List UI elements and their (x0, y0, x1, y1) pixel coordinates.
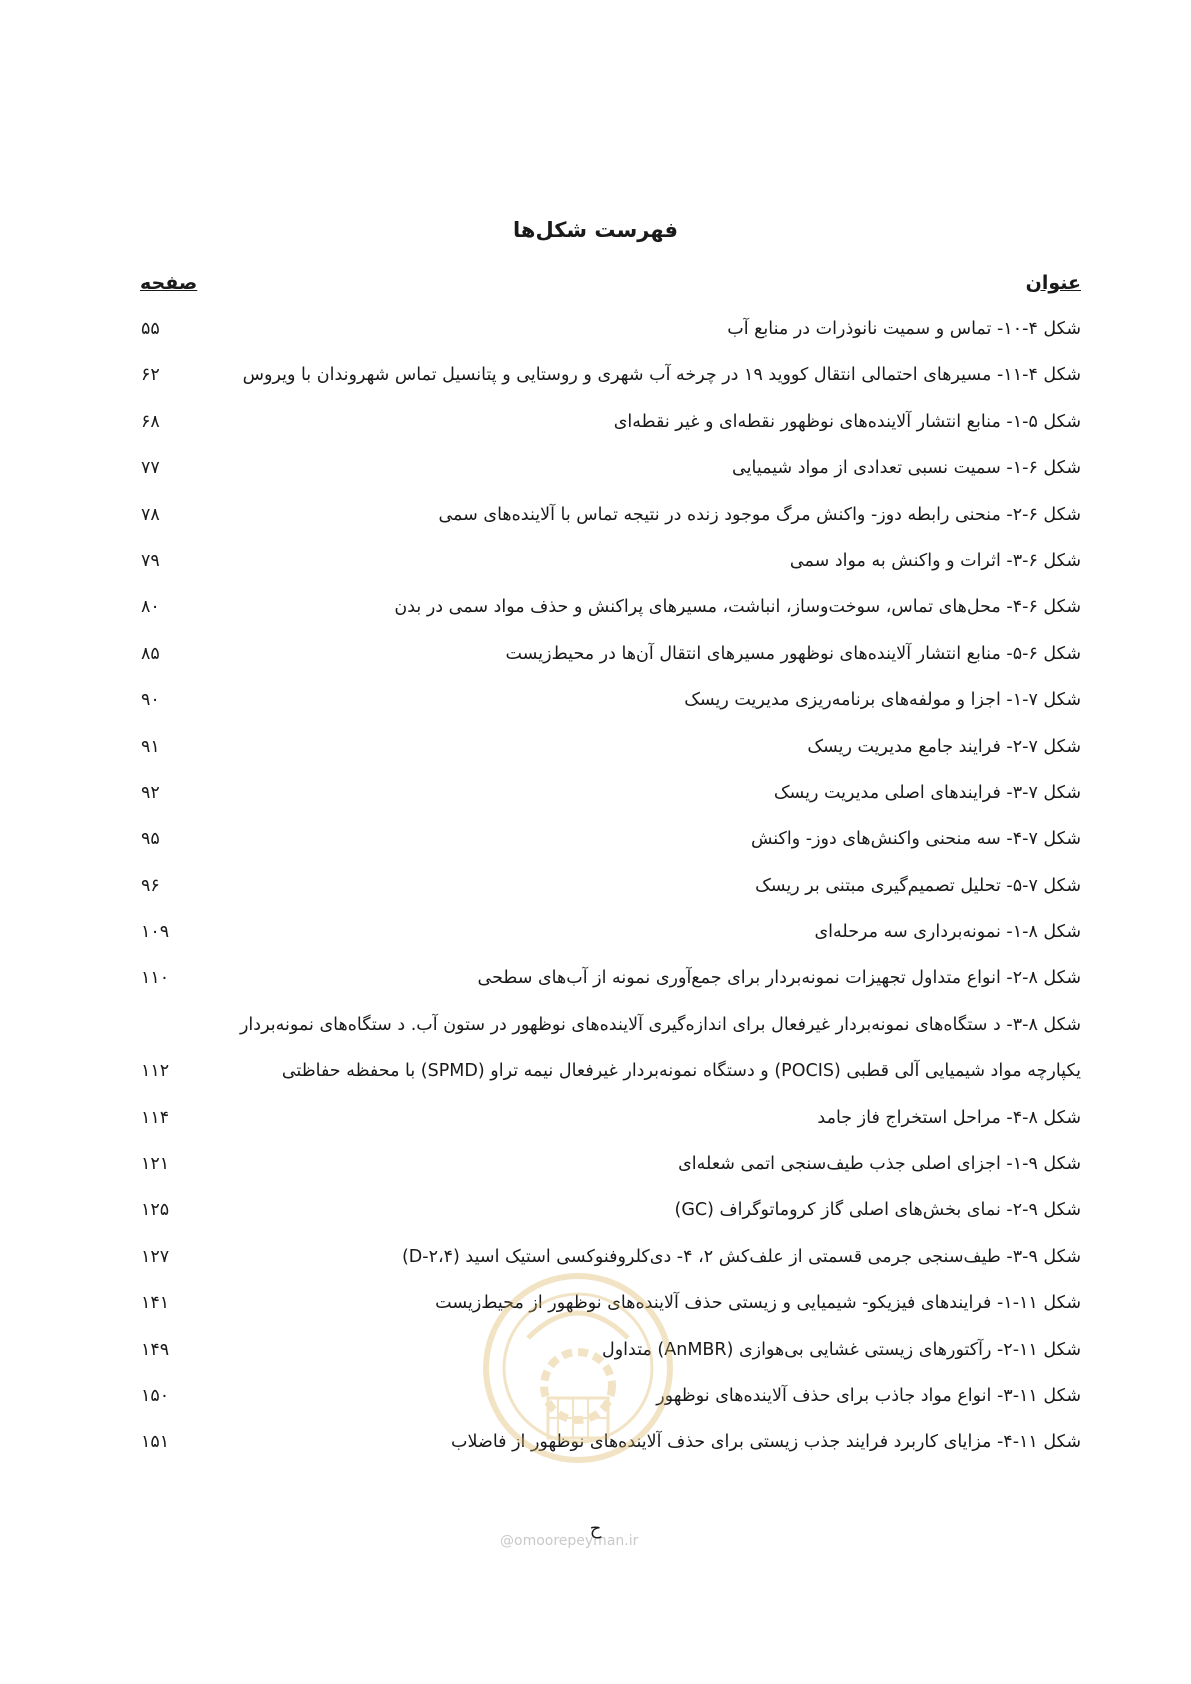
page-number: ۷۷ (141, 458, 160, 479)
page-number: ۹۵ (141, 829, 160, 850)
page-number: ۸۵ (141, 643, 160, 664)
page-number: ۱۱۴ (141, 1107, 170, 1128)
figure-caption: شکل ۶-۴- محل‌های تماس، سوخت‌وساز، انباشت، مسیرهای پراکنش و حذف مواد سمی در بدن (394, 597, 1081, 618)
figure-caption: شکل ۹-۳- طیف‌سنجی جرمی قسمتی از علف‌کش ۲، ۴- دی‌کلروفنوکسی استیک اسید (۲،۴-D) (401, 1246, 1081, 1267)
figure-caption: شکل ۹-۱- اجزای اصلی جذب طیف‌سنجی اتمی شعله‌ای (678, 1154, 1081, 1175)
list-item (141, 963, 1081, 1009)
figure-caption: شکل ۱۱-۳- انواع مواد جاذب برای حذف آلاینده‌های نوظهور (656, 1386, 1081, 1406)
list-item (141, 1149, 1081, 1195)
column-header-title: عنوان (1025, 272, 1081, 294)
list-item (141, 871, 1081, 917)
page-number: ۵۵ (141, 319, 160, 339)
figure-caption: شکل ۱۱-۱- فرایندهای فیزیکو- شیمیایی و زیستی حذف آلاینده‌های نوظهور از محیط‌زیست (435, 1293, 1081, 1314)
page-number: ۹۰ (141, 690, 160, 711)
figure-caption: شکل ۷-۲- فرایند جامع مدیریت ریسک (807, 736, 1081, 757)
figure-caption: شکل ۶-۳- اثرات و واکنش به مواد سمی (789, 550, 1081, 571)
figure-caption-continued: یکپارچه مواد شیمیایی آلی قطبی (POCIS) و دستگاه نمونه‌بردار غیرفعال نیمه تراو (SPMD) با محفظه حفاظتی (281, 1061, 1081, 1082)
figure-caption: شکل ۴-۱۰- تماس و سمیت نانوذرات در منابع آب (727, 319, 1081, 339)
list-item (141, 360, 1081, 406)
list-item (141, 917, 1081, 963)
column-header-page: صفحه (140, 272, 198, 294)
page-number: ۱۵۰ (141, 1386, 170, 1406)
figure-caption: شکل ۸-۳- د ستگاه‌های نمونه‌بردار غیرفعال برای اندازه‌گیری آلاینده‌های نوظهور در ستون آب. د ستگاه‌های نمونه‌بردار (239, 1014, 1081, 1035)
page-number: ۱۵۱ (141, 1432, 170, 1453)
figure-caption: شکل ۷-۳- فرایندهای اصلی مدیریت ریسک (773, 782, 1081, 803)
list-item (141, 1010, 1081, 1103)
figure-caption: شکل ۱۱-۲- رآکتورهای زیستی غشایی بی‌هوازی (AnMBR) متداول (601, 1339, 1081, 1360)
figure-caption: شکل ۷-۵- تحلیل تصمیم‌گیری مبتنی بر ریسک (755, 875, 1081, 896)
figure-caption: شکل ۴-۱۱- مسیرهای احتمالی انتقال کووید ۱۹ در چرخه آب شهری و روستایی و پتانسیل تماس شهروندان با ویروس (242, 365, 1081, 386)
page-number: ۱۱۲ (141, 1061, 170, 1082)
figure-caption: شکل ۱۱-۴- مزایای کاربرد فرایند جذب زیستی برای حذف آلاینده‌های نوظهور از فاضلاب (451, 1432, 1081, 1453)
page-number: ۱۴۹ (141, 1339, 170, 1360)
figure-caption: شکل ۵-۱- منابع انتشار آلاینده‌های نوظهور نقطه‌ای و غیر نقطه‌ای (613, 411, 1081, 432)
list-item (141, 592, 1081, 638)
figure-caption: شکل ۸-۱- نمونه‌برداری سه مرحله‌ای (814, 922, 1081, 943)
list-item (141, 1195, 1081, 1241)
page-number: ۷۸ (141, 504, 160, 525)
list-item (141, 824, 1081, 870)
page-number: ۱۱۰ (141, 968, 170, 989)
page-title: فهرست شکل‌ها (513, 218, 678, 242)
page-number: ۱۲۷ (141, 1246, 170, 1267)
page-number: ۸۰ (141, 597, 160, 618)
figure-caption: شکل ۶-۲- منحنی رابطه دوز- واکنش مرگ موجود زنده در نتیجه تماس با آلاینده‌های سمی (438, 504, 1081, 525)
list-item (141, 685, 1081, 731)
page-folio: ح (589, 1518, 602, 1539)
figure-caption: شکل ۶-۱- سمیت نسبی تعدادی از مواد شیمیایی (732, 458, 1081, 479)
page-number: ۹۱ (141, 736, 160, 757)
figure-caption: شکل ۹-۲- نمای بخش‌های اصلی گاز کروماتوگراف (GC) (674, 1200, 1081, 1221)
list-item (141, 639, 1081, 685)
figure-caption: شکل ۶-۵- منابع انتشار آلاینده‌های نوظهور مسیرهای انتقال آن‌ها در محیط‌زیست (505, 643, 1081, 664)
page-number: ۹۶ (141, 875, 160, 896)
page-number: ۹۲ (141, 782, 160, 803)
page-number: ۶۲ (141, 365, 160, 386)
page-number: ۱۴۱ (141, 1293, 170, 1314)
list-item (141, 407, 1081, 453)
list-item (141, 732, 1081, 778)
list-item (141, 500, 1081, 546)
watermark-logo-icon (478, 1268, 678, 1468)
page-number: ۶۸ (141, 411, 160, 432)
watermark-url: @omoorepeyman.ir (500, 1533, 639, 1549)
figure-caption: شکل ۸-۲- انواع متداول تجهیزات نمونه‌بردار برای جمع‌آوری نمونه از آب‌های سطحی (477, 968, 1081, 989)
figure-caption: شکل ۷-۴- سه منحنی واکنش‌های دوز- واکنش (750, 829, 1081, 850)
list-item (141, 314, 1081, 360)
page-number: ۱۲۱ (141, 1154, 170, 1175)
page-number: ۱۲۵ (141, 1200, 170, 1221)
list-item (141, 546, 1081, 592)
list-item (141, 1103, 1081, 1149)
list-item (141, 778, 1081, 824)
page-number: ۱۰۹ (141, 922, 170, 943)
page-number: ۷۹ (141, 550, 160, 571)
figure-caption: شکل ۷-۱- اجزا و مولفه‌های برنامه‌ریزی مدیریت ریسک (684, 690, 1081, 711)
list-item (141, 453, 1081, 499)
figure-caption: شکل ۸-۴- مراحل استخراج فاز جامد (817, 1107, 1081, 1128)
